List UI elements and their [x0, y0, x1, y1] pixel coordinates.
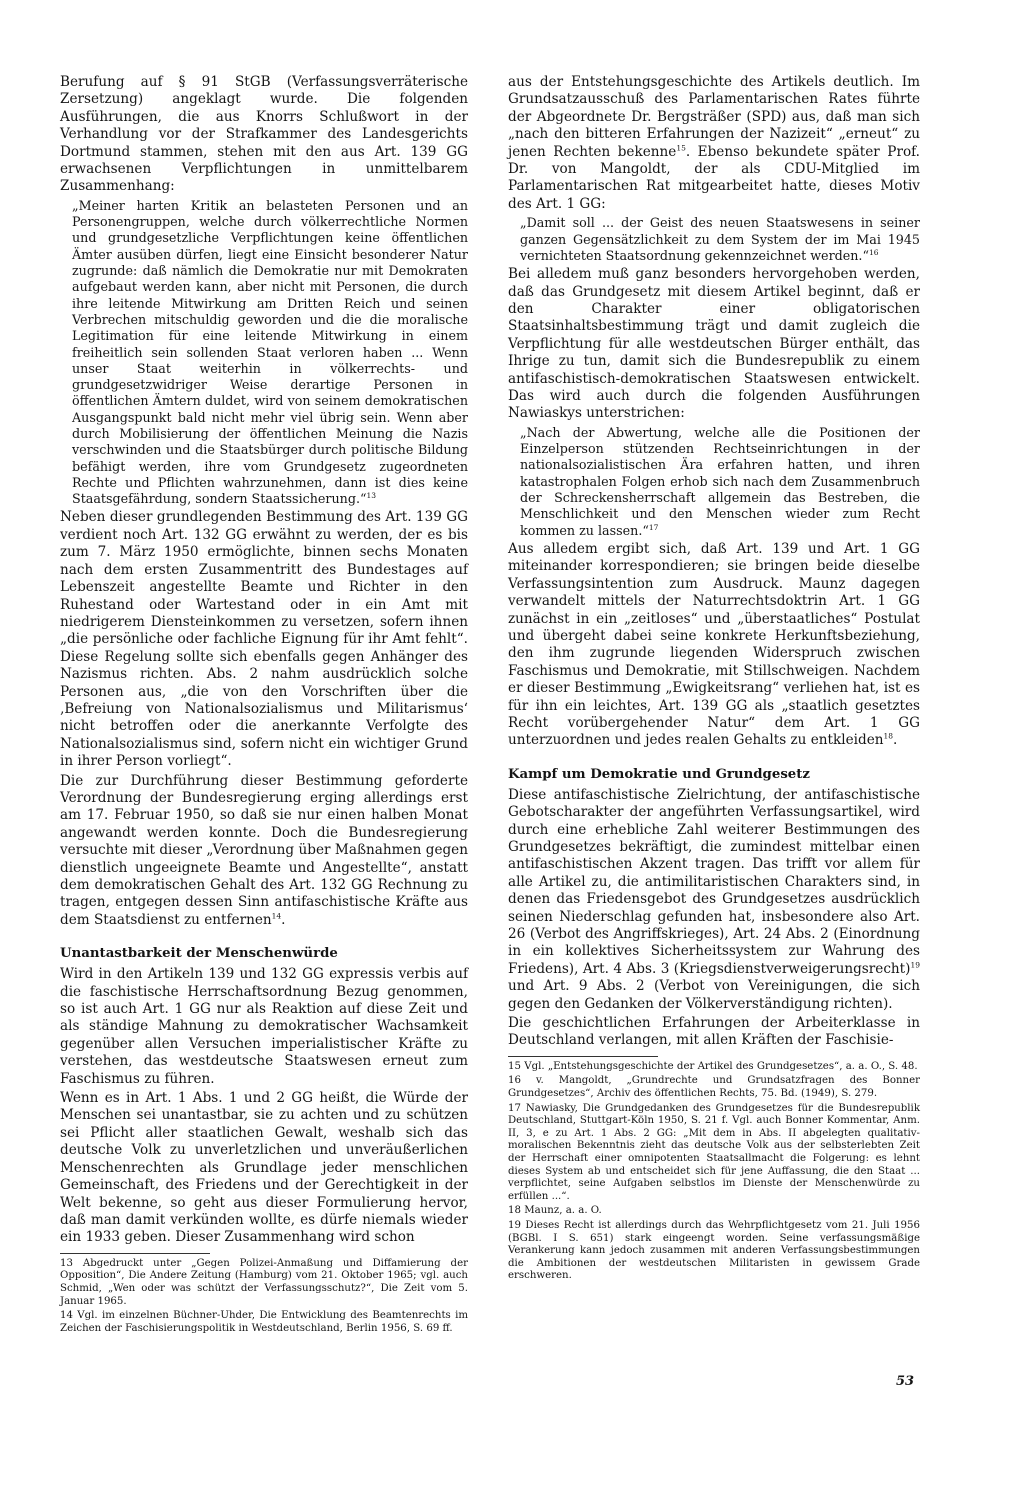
paragraph-text-continued: . Ebenso bekundete später Prof. Dr. von Mangoldt, der als CDU-Mitglied im Parlamentarischen Rat mitgearbeitet hatte, dieses Motiv des Art. 1 GG:	[508, 143, 920, 212]
left-quote-knorr	[72, 198, 468, 508]
footnote-18	[508, 1205, 920, 1218]
footnote-text: Vgl. im einzelnen Büchner-Uhder, Die Entwicklung des Beamtenrechts im Zeichen der Faschisierungspolitik in Westdeutschland, Berlin 1956, S. 69 ff.	[60, 1310, 468, 1334]
paragraph-text-continued: und Art. 9 Abs. 2 (Verbot von Vereinigungen, die sich gegen den Gedanken der Völkerverständigung richten).	[508, 978, 920, 1012]
footnote-ref-13: 13	[366, 490, 377, 500]
footnote-number: 17	[508, 1102, 521, 1114]
footnote-15	[508, 1061, 920, 1074]
right-quote-nawiasky	[520, 425, 920, 539]
paragraph-text: aus der Entstehungsgeschichte des Artikels deutlich. Im Grundsatzausschuß des Parlamentarischen Rates führte der Abgeordnete Dr. Bergsträßer (SPD) aus, daß man sich „nach den bitteren Erfahrungen der Nazizeit“ „erneut“ zu jenen Rechten bekenne	[508, 74, 920, 160]
left-paragraph-4: Wird in den Artikeln 139 und 132 GG expressis verbis auf die faschistische Herrschaftsordnung Bezug genommen, so ist auch Art. 1 GG nur als Reaktion auf diese Zeit und als ständige Mahnung zu demokratischer Wachsamkeit gegenüber allen Versuchen imperialistischer Kräfte zu verstehen, das westdeutsche Staatswesen erneut zum Faschismus zu führen.	[60, 966, 468, 1087]
right-paragraph-4	[508, 787, 920, 1013]
footnote-14	[60, 1310, 468, 1335]
footnote-number: 14	[60, 1310, 73, 1322]
right-paragraph-2: Bei alledem muß ganz besonders hervorgehoben werden, daß das Grundgesetz mit diesem Artikel beginnt, daß er den Charakter einer obligatorischen Staatsinhaltsbestimmung trägt und damit zugleich die Verpflichtung für alle westdeutschen Bürger enthält, das Ihrige zu tun, damit sich die Bundesrepublik zu einem antifaschistisch-demokratischen Staatswesen entwickelt. Das wird auch durch die folgenden Ausführungen Nawiaskys unterstrichen:	[508, 266, 920, 422]
footnote-text: Dieses Recht ist allerdings durch das Wehrpflichtgesetz vom 21. Juli 1956 (BGBl. I S. 651) stark eingeengt worden. Seine verfassungsmäßige Verankerung kann jedoch zusammen mit anderen Verfassungsbestimmungen die Ambitionen der westdeutschen Militaristen in gewissem Grade erschweren.	[508, 1219, 920, 1282]
footnote-ref-18: 18	[883, 731, 894, 741]
footnote-number: 13	[60, 1257, 73, 1269]
footnote-ref-17: 17	[648, 522, 659, 532]
right-paragraph-5: Die geschichtlichen Erfahrungen der Arbeiterklasse in Deutschland verlangen, mit allen Kräften der Faschisie-	[508, 1015, 920, 1049]
left-column	[60, 74, 468, 1337]
page-number: 53	[896, 1374, 915, 1389]
right-column	[508, 74, 920, 1285]
footnote-number: 16	[508, 1075, 521, 1087]
footnote-text: Vgl. „Entstehungsgeschichte der Artikel des Grundgesetzes“, a. a. O., S. 48.	[524, 1060, 918, 1072]
quote-text: „Meiner harten Kritik an belasteten Personen und an Personengruppen, welche durch völkerrechtliche Normen und grundgesetzliche Verpflichtungen keine öffentlichen Ämter ausüben dürfen, liegt eine Einsicht besonderer Natur zugrunde: daß nämlich die Demokratie nur mit Demokraten aufgebaut werden kann, aber nicht mit Personen, die durch ihre leitende Mitwirkung am Dritten Reich und seinen Verbrechen mitschuldig geworden und die die moralische Legitimation für eine leitende Mitwirkung in einem freiheitlich sein sollenden Staat verloren haben ... Wenn unser Staat weiterhin in völkerrechts- und grundgesetzwidriger Weise derartige Personen in öffentlichen Ämtern duldet, wird von seinem demokratischen Ausgangspunkt bald nicht mehr viel übrig sein. Wenn aber durch Mobilisierung der öffentlichen Meinung die Nazis verschwinden und die Staatsbürger durch politische Bildung befähigt werden, ihre vom Grundgesetz zugeordneten Rechte und Pflichten wahrzunehmen, dann ist dies keine Staatsgefährdung, sondern Staatssicherung.“	[72, 197, 468, 507]
footnote-ref-15: 15	[676, 143, 686, 153]
left-paragraph-1: Berufung auf § 91 StGB (Verfassungsverräterische Zersetzung) angeklagt wurde. Die folgenden Ausführungen, die aus Knorrs Schlußwort in der Verhandlung vor der Strafkammer des Landesgerichts Dortmund stammen, stehen mit den aus Art. 139 GG erwachsenen Verpflichtungen in unmittelbarem Zusammenhang:	[60, 74, 468, 195]
footnote-text: Nawiasky, Die Grundgedanken des Grundgesetzes für die Bundesrepublik Deutschland, Stuttgart-Köln 1950, S. 21 f. Vgl. auch Bonner Kommentar, Anm. II, 3, e zu Art. 1 Abs. 2 GG: „Mit dem in Abs. II abgelegten qualitativ-moralischen Bekenntnis zieht das deutsche Volk aus der selbsterlebten Zeit der Herrschaft einer omnipotenten Staatsallmacht die Folgerung: es lehnt dieses System ab und entscheidet sich für jene Auffassung, die den Staat ... verpflichtet, seine Aufgaben selbstlos im Dienste der Menschenwürde zu erfüllen ...“.	[508, 1102, 920, 1202]
footnote-13	[60, 1258, 468, 1308]
footnote-divider	[60, 1253, 210, 1254]
footnote-number: 18	[508, 1205, 521, 1217]
footnote-ref-16: 16	[868, 247, 879, 257]
section-heading-demokratie: Kampf um Demokratie und Grundgesetz	[508, 766, 810, 782]
footnote-divider	[508, 1056, 658, 1057]
left-paragraph-5: Wenn es in Art. 1 Abs. 1 und 2 GG heißt, die Würde der Menschen sei unantastbar, sie zu achten und zu schützen sei Pflicht aller staatlichen Gewalt, weshalb sich das deutsche Volk zu unverletzlichen und unveräußerlichen Menschenrechten als Grundlage jeder menschlichen Gemeinschaft, des Friedens und der Gerechtigkeit in der Welt bekenne, so geht aus dieser Formulierung hervor, daß man damit verkünden wollte, es dürfe niemals wieder ein 1933 geben. Dieser Zusammenhang wird schon	[60, 1090, 468, 1246]
footnote-text: Abgedruckt unter „Gegen Polizei-Anmaßung und Diffamierung der Opposition“, Die Andere Zeitung (Hamburg) vom 21. Oktober 1965; vgl. auch Schmid, „Wen oder was schützt der Verfassungsschutz?“, Die Zeit vom 5. Januar 1965.	[60, 1257, 468, 1307]
footnote-text: v. Mangoldt, „Grundrechte und Grundsatzfragen des Bonner Grundgesetzes“, Archiv des öffentlichen Rechts, 75. Bd. (1949), S. 279.	[508, 1075, 920, 1100]
footnote-number: 15	[508, 1060, 521, 1072]
right-quote-mangoldt	[520, 215, 920, 264]
quote-text: „Nach der Abwertung, welche alle die Positionen der Einzelperson stützenden Rechtseinrichtungen in der nationalsozialistischen Ära erfahren hatten, und ihren katastrophalen Folgen erhob sich nach dem Zusammenbruch der Schreckensherrschaft allgemein das Bestreben, die Menschlichkeit und den Menschen wieder zum Recht kommen zu lassen.“	[520, 424, 920, 538]
footnote-19	[508, 1220, 920, 1283]
paragraph-text: Diese antifaschistische Zielrichtung, der antifaschistische Gebotscharakter der angeführten Verfassungsartikel, wird durch eine erhebliche Zahl weiterer Bestimmungen des Grundgesetzes bekräftigt, die zumindest mittelbar einen antifaschistischen Akzent tragen. Das trifft vor allem für alle Artikel zu, die antimilitaristischen Charakters sind, in denen das Friedensgebot des Grundgesetzes ausdrücklich seinen Niederschlag gefunden hat, insbesondere also Art. 26 (Verbot des Angriffskrieges), Art. 24 Abs. 2 (Einordnung in ein kollektives Sicherheitssystem zur Wahrung des Friedens), Art. 4 Abs. 3 (Kriegsdienstverweigerungsrecht)	[508, 786, 920, 977]
paragraph-text: Die zur Durchführung dieser Bestimmung geforderte Verordnung der Bundesregierung erging allerdings erst am 17. Februar 1950, so daß sie nur einen halben Monat angewandt werden konnte. Doch die Bundesregierung versuchte mit dieser „Verordnung über Maßnahmen gegen dienstlich ungeeignete Beamte und Angestellte“, anstatt dem demokratischen Gehalt des Art. 132 GG Rechnung zu tragen, entgegen dessen Sinn antifaschistische Kräfte aus dem Staatsdienst zu entfernen	[60, 772, 468, 928]
section-heading-menschenwuerde: Unantastbarkeit der Menschenwürde	[60, 946, 338, 962]
footnote-16	[508, 1075, 920, 1100]
right-paragraph-3: Aus alledem ergibt sich, daß Art. 139 und Art. 1 GG miteinander korrespondieren; sie bringen beide dieselbe Verfassungsintention zum Ausdruck. Maunz dagegen verwandelt mittels der Naturrechtsdoktrin Art. 1 GG zunächst in ein „zeitloses“ und „überstaatliches“ Postulat und übergeht dabei seine konkrete Herkunftsbeziehung, den ihm zugrunde liegenden Widerspruch zwischen Faschismus und Demokratie, mit Stillschweigen. Nachdem er dieser Bestimmung „Ewigkeitsrang“ verliehen hat, ist es für ihn ein leichtes, Art. 139 GG als „staatlich gesetztes Recht vorübergehender Natur“ dem Art. 1 GG unterzuordnen und jedes realen Gehalts zu entkleiden$^{18}$.	[508, 540, 920, 749]
footnote-number: 19	[508, 1219, 521, 1231]
footnote-text: Maunz, a. a. O.	[524, 1205, 602, 1217]
paragraph-text: Aus alledem ergibt sich, daß Art. 139 und Art. 1 GG miteinander korrespondieren; sie bringen beide dieselbe Verfassungsintention zum Ausdruck. Maunz dagegen verwandelt mittels der Naturrechtsdoktrin Art. 1 GG zunächst in ein „zeitloses“ und „überstaatliches“ Postulat und übergeht dabei seine konkrete Herkunftsbeziehung, den ihm zugrunde liegenden Widerspruch zwischen Faschismus und Demokratie, mit Stillschweigen. Nachdem er dieser Bestimmung „Ewigkeitsrang“ verliehen hat, ist es für ihn ein leichtes, Art. 139 GG als „staatlich gesetztes Recht vorübergehender Natur“ dem Art. 1 GG unterzuordnen und jedes realen Gehalts zu entkleiden	[508, 540, 920, 749]
left-paragraph-2: Neben dieser grundlegenden Bestimmung des Art. 139 GG verdient noch Art. 132 GG erwähnt zu werden, der es bis zum 7. März 1950 ermöglichte, binnen sechs Monaten nach dem ersten Zusammentritt des Bundestages auf Lebenszeit angestellte Beamte und Richter in den Ruhestand oder Wartestand oder in ein Amt mit niedrigerem Diensteinkommen zu versetzen, sofern ihnen „die persönliche oder fachliche Eignung für ihr Amt fehlt“. Diese Regelung sollte sich ebenfalls gegen Anhänger des Nazismus richten. Abs. 2 nahm ausdrücklich solche Personen aus, „die von den Vorschriften über die ‚Befreiung von Nationalsozialismus und Militarismus‘ nicht betroffen oder die anerkannte Verfolgte des Nationalsozialismus sind, sofern nicht ein wichtiger Grund in ihrer Person vorliegt“.	[60, 509, 468, 770]
footnote-ref-14: 14	[271, 911, 282, 921]
quote-text: „Damit soll ... der Geist des neuen Staatswesens in seiner ganzen Gegensätzlichkeit zu dem System der im Mai 1945 vernichteten Staatsordnung gekennzeichnet werden.“	[520, 215, 920, 263]
left-paragraph-3: Die zur Durchführung dieser Bestimmung geforderte Verordnung der Bundesregierung erging allerdings erst am 17. Februar 1950, so daß sie nur einen halben Monat angewandt werden konnte. Doch die Bundesregierung versuchte mit dieser „Verordnung über Maßnahmen gegen dienstlich ungeeignete Beamte und Angestellte“, anstatt dem demokratischen Gehalt des Art. 132 GG Rechnung zu tragen, entgegen dessen Sinn antifaschistische Kräfte aus dem Staatsdienst zu entfernen$^{14}$.	[60, 772, 468, 928]
footnote-ref-19: 19	[910, 960, 920, 970]
footnote-17	[508, 1103, 920, 1204]
right-paragraph-1	[508, 74, 920, 213]
